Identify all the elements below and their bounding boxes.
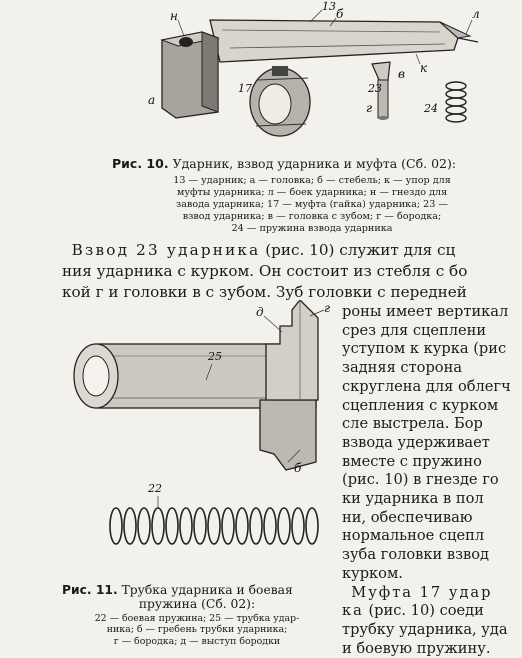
figure-11-caption: Рис. 11. Трубка ударника и боевая пружина (Сб. 02): 22 — боевая пружина; 25 — трубка удар- ника; б — гребень трубки ударника; г — бородка; д — выступ бородки — [62, 583, 332, 647]
striker-tube — [74, 300, 318, 470]
figure-11-legend: 22 — боевая пружина; 25 — трубка удар- ника; б — гребень трубки ударника; г — бородка; д — выступ бородки — [94, 613, 300, 647]
label-g: г — [366, 101, 373, 115]
label-d: д — [256, 305, 264, 319]
label-24: 24 — [424, 102, 438, 115]
striker-muff — [250, 66, 310, 136]
figure-11-caption-title: Рис. 11. Трубка ударника и боевая — [62, 583, 293, 597]
main-spring — [110, 508, 318, 544]
label-13: 13 — [322, 0, 336, 13]
label-22: 22 — [148, 482, 162, 495]
body-paragraph-1: Взвод 23 ударника (рис. 10) служит для сц ния ударника с курком. Он состоит из стебля с бо кой г и головки в с зубом. Зуб головки с передней — [62, 241, 468, 301]
figure-11-illustration — [60, 300, 342, 580]
label-b2: б — [294, 461, 302, 475]
label-25: 25 — [208, 350, 222, 363]
figure-10-caption — [112, 156, 512, 235]
label-n: н — [170, 9, 178, 23]
figure-10-caption-title: Рис. 10. Ударник, взвод ударника и муфта (Сб. 02): — [112, 156, 457, 171]
figure-10-legend: 13 — ударник; а — головка; б — стебель; к — упор для муфты ударника; л — боек ударника; н — гнездо для завода ударника; 17 — муфта (гайка) ударника; 23 — взвод ударника; в — головка с зубом; г — бородка; 24 — пружина взвода ударника — [173, 175, 451, 234]
label-l: л — [472, 7, 480, 21]
body-right-column: роны имеет вертикал срез для сцеплени уступом к курка (рис задняя сторона скруглена для облегч сцепления с курком сле выстрела. Бор взвода удерживает вместе с пружино (рис. 10) в гнезде го ки ударника в пол ни, обеспечиваю нормальное сцепл зуба головки взвод курком. Муфта 17 удар ка (рис. 10) соеди трубку ударника, уда и боевую пружину. — [342, 303, 511, 657]
striker-stem — [210, 20, 478, 62]
cocking-spring — [446, 82, 466, 122]
figure-10-illustration — [140, 0, 500, 150]
label-23: 23 — [368, 82, 382, 95]
label-g2: г — [324, 301, 331, 315]
label-v: в — [398, 67, 405, 81]
label-a: а — [148, 93, 156, 107]
label-k: к — [420, 61, 428, 75]
label-b: б — [336, 7, 344, 21]
striker-head — [162, 32, 218, 118]
label-17: 17 — [238, 82, 252, 95]
